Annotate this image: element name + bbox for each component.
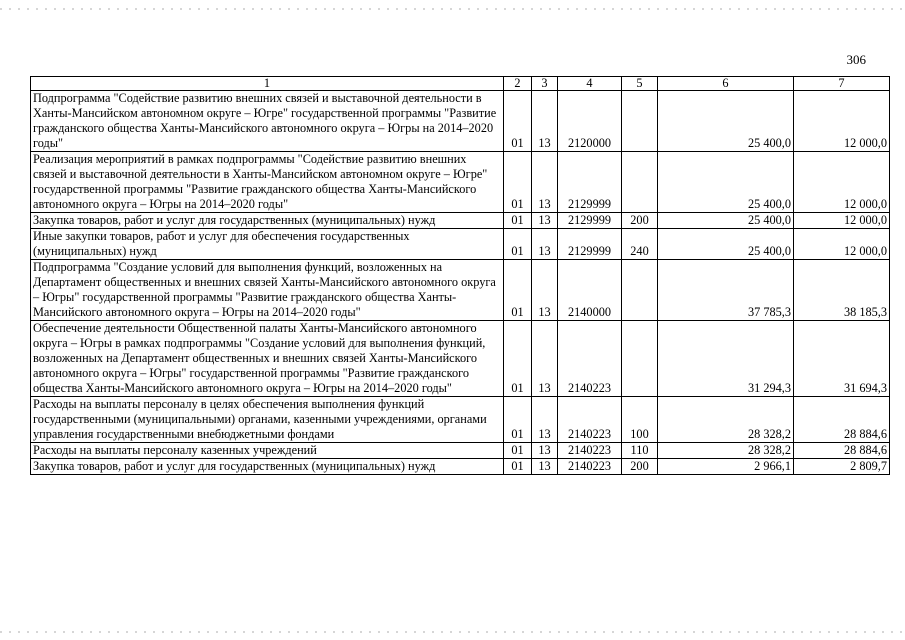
- cell-subsection: 13: [532, 321, 558, 397]
- cell-subsection: 13: [532, 213, 558, 229]
- cell-amount-1: 25 400,0: [658, 229, 794, 260]
- column-header: 7: [794, 77, 890, 91]
- cell-amount-2: 12 000,0: [794, 229, 890, 260]
- row-description: Подпрограмма "Создание условий для выполнения функций, возложенных на Департамент общественных и внешних связей Ханты-Мансийского автономного округа – Югры" государственной программы "Развитие гражданского общества Ханты-Мансийского автономного округа – Югры на 2014–2020 годы": [31, 260, 504, 321]
- cell-subsection: 13: [532, 152, 558, 213]
- table-row: [31, 152, 890, 213]
- row-description: Реализация мероприятий в рамках подпрограммы "Содействие развитию внешних связей и выставочной деятельности в Ханты-Мансийском автономном округе – Югре" государственной программы "Развитие гражданского общества Ханты-Мансийского автономного округа – Югры на 2014–2020 годы": [31, 152, 504, 213]
- cell-subsection: 13: [532, 397, 558, 443]
- cell-expense-type: [622, 152, 658, 213]
- cell-amount-2: 2 809,7: [794, 459, 890, 475]
- column-header: 2: [504, 77, 532, 91]
- cell-target-code: 2140223: [558, 321, 622, 397]
- cell-expense-type: 100: [622, 397, 658, 443]
- cell-amount-2: 12 000,0: [794, 152, 890, 213]
- cell-section: 01: [504, 152, 532, 213]
- cell-subsection: 13: [532, 91, 558, 152]
- cell-amount-1: 37 785,3: [658, 260, 794, 321]
- cell-target-code: 2129999: [558, 229, 622, 260]
- cell-expense-type: [622, 321, 658, 397]
- table-row: [31, 459, 890, 475]
- budget-table: [30, 76, 890, 475]
- cell-section: 01: [504, 443, 532, 459]
- cell-subsection: 13: [532, 260, 558, 321]
- cell-target-code: 2140000: [558, 260, 622, 321]
- table-row: [31, 260, 890, 321]
- cell-section: 01: [504, 91, 532, 152]
- cell-target-code: 2129999: [558, 213, 622, 229]
- cell-section: 01: [504, 321, 532, 397]
- cell-expense-type: [622, 91, 658, 152]
- cell-target-code: 2140223: [558, 397, 622, 443]
- column-header: 4: [558, 77, 622, 91]
- scan-noise-top: [0, 8, 905, 10]
- cell-subsection: 13: [532, 459, 558, 475]
- cell-amount-1: 28 328,2: [658, 443, 794, 459]
- column-header: 1: [31, 77, 504, 91]
- table-row: [31, 91, 890, 152]
- cell-amount-2: 28 884,6: [794, 397, 890, 443]
- table-row: [31, 397, 890, 443]
- row-description: Закупка товаров, работ и услуг для государственных (муниципальных) нужд: [31, 459, 504, 475]
- cell-subsection: 13: [532, 229, 558, 260]
- cell-amount-1: 28 328,2: [658, 397, 794, 443]
- cell-amount-1: 25 400,0: [658, 152, 794, 213]
- table-row: [31, 213, 890, 229]
- cell-amount-2: 12 000,0: [794, 91, 890, 152]
- cell-subsection: 13: [532, 443, 558, 459]
- cell-expense-type: 200: [622, 459, 658, 475]
- table-row: [31, 443, 890, 459]
- table-row: [31, 321, 890, 397]
- row-description: Расходы на выплаты персоналу казенных учреждений: [31, 443, 504, 459]
- cell-amount-2: 31 694,3: [794, 321, 890, 397]
- cell-target-code: 2129999: [558, 152, 622, 213]
- cell-expense-type: 240: [622, 229, 658, 260]
- cell-section: 01: [504, 397, 532, 443]
- cell-amount-2: 28 884,6: [794, 443, 890, 459]
- cell-amount-2: 12 000,0: [794, 213, 890, 229]
- cell-target-code: 2120000: [558, 91, 622, 152]
- column-header: 6: [658, 77, 794, 91]
- cell-amount-1: 25 400,0: [658, 91, 794, 152]
- cell-section: 01: [504, 459, 532, 475]
- row-description: Расходы на выплаты персоналу в целях обеспечения выполнения функций государственными (муниципальными) органами, казенными учреждениями, органами управления государственными внебюджетными фондами: [31, 397, 504, 443]
- cell-amount-1: 2 966,1: [658, 459, 794, 475]
- column-header: 5: [622, 77, 658, 91]
- cell-expense-type: 110: [622, 443, 658, 459]
- cell-section: 01: [504, 260, 532, 321]
- cell-amount-1: 31 294,3: [658, 321, 794, 397]
- cell-amount-1: 25 400,0: [658, 213, 794, 229]
- cell-target-code: 2140223: [558, 443, 622, 459]
- table-row: [31, 229, 890, 260]
- row-description: Иные закупки товаров, работ и услуг для обеспечения государственных (муниципальных) нужд: [31, 229, 504, 260]
- cell-section: 01: [504, 229, 532, 260]
- column-header: 3: [532, 77, 558, 91]
- table-header-row: [31, 77, 890, 91]
- row-description: Закупка товаров, работ и услуг для государственных (муниципальных) нужд: [31, 213, 504, 229]
- row-description: Обеспечение деятельности Общественной палаты Ханты-Мансийского автономного округа – Югры в рамках подпрограммы "Создание условий для выполнения функций, возложенных на Департамент общественных и внешних связей Ханты-Мансийского автономного округа – Югры" государственной программы "Развитие гражданского общества Ханты-Мансийского автономного округа – Югры на 2014–2020 годы": [31, 321, 504, 397]
- cell-expense-type: [622, 260, 658, 321]
- scan-noise-bottom: [0, 631, 905, 633]
- cell-expense-type: 200: [622, 213, 658, 229]
- cell-target-code: 2140223: [558, 459, 622, 475]
- row-description: Подпрограмма "Содействие развитию внешних связей и выставочной деятельности в Ханты-Мансийском автономном округе – Югре" государственной программы "Развитие гражданского общества Ханты-Мансийского автономного округа – Югры на 2014–2020 годы": [31, 91, 504, 152]
- page-number: 306: [846, 52, 866, 67]
- cell-amount-2: 38 185,3: [794, 260, 890, 321]
- cell-section: 01: [504, 213, 532, 229]
